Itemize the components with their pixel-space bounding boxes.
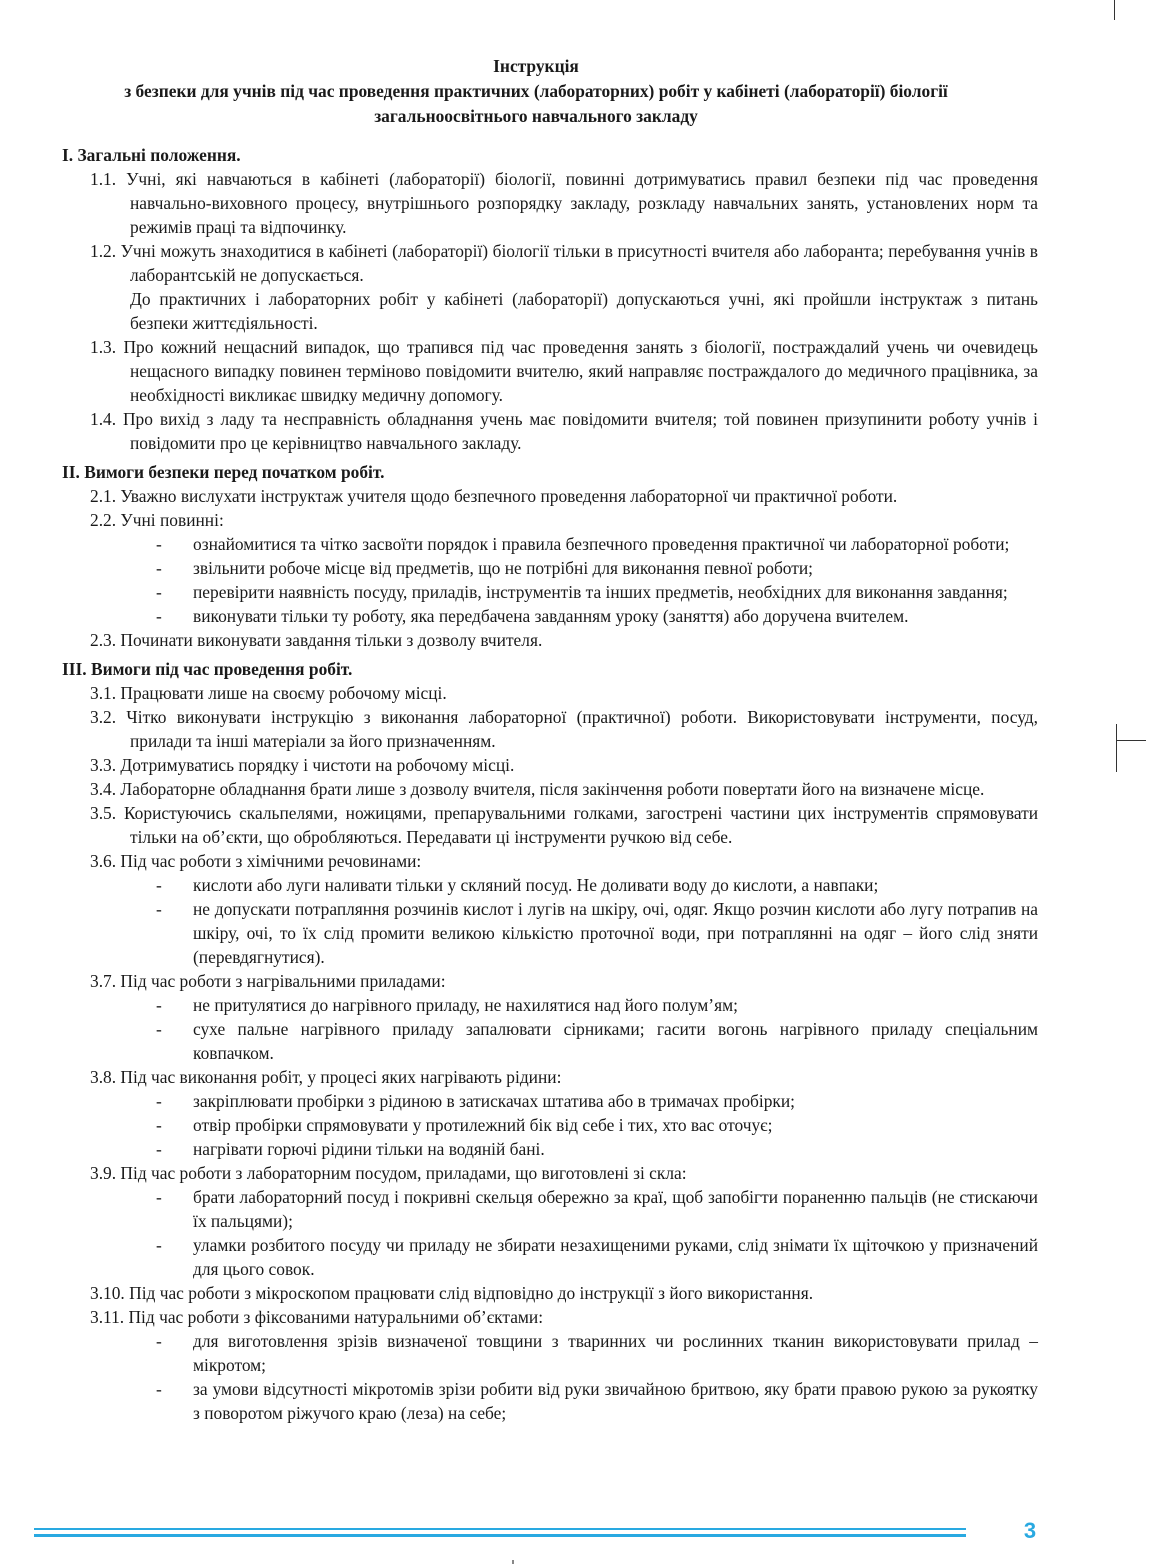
- bullet-3-11-1: [62, 1329, 1038, 1377]
- clause-2-2: 2.2. Учні повинні:: [90, 510, 224, 530]
- clause-3-2: 3.2. Чітко виконувати інструкцію з виконання лабораторної (практичної) роботи. Використовувати інструменти, посуд, прилади та інші матеріали за його призначенням.: [90, 707, 1038, 751]
- crop-mark-top: [1114, 0, 1115, 20]
- clause-3-3: 3.3. Дотримуватись порядку і чистоти на робочому місці.: [90, 755, 515, 775]
- clause-3-10: 3.10. Під час роботи з мікроскопом працювати слід відповідно до інструкції з його використання.: [90, 1283, 814, 1303]
- clause-1-1: 1.1. Учні, які навчаються в кабінеті (лабораторії) біології, повинні дотримуватись правил безпеки під час проведення навчально-виховного процесу, внутрішнього розпорядку закладу, розкладу навчальних занять, установлених норм та режимів праці та відпочинку.: [90, 169, 1038, 237]
- bullet-text: не допускати потрапляння розчинів кислот і лугів на шкіру, очі, одяг. Якщо розчин кислоти або лугу потрапив на шкіру, очі, то їх слід промити великою кількістю проточної води, при потраплянні на одяг – його слід зняти (перевдягнутися).: [193, 899, 1038, 967]
- title-line-1: Інструкція: [493, 56, 579, 76]
- document-body: [62, 143, 1038, 1425]
- bullet-text: брати лабораторний посуд і покривні скельця обережно за краї, щоб запобігти пораненню пальців (не стискаючи їх пальцями);: [193, 1187, 1038, 1231]
- bullet-text: для виготовлення зрізів визначеної товщини з тваринних чи рослинних тканин використовувати прилад – мікротом;: [193, 1331, 1038, 1375]
- bullet-3-6-2: [62, 897, 1038, 969]
- bullet-text: закріплювати пробірки з рідиною в затискачах штатива або в тримачах пробірки;: [193, 1091, 795, 1111]
- bullet-text: сухе пальне нагрівного приладу запалювати сірниками; гасити вогонь нагрівного приладу спеціальним ковпачком.: [193, 1019, 1038, 1063]
- bullet-text: ознайомитися та чітко засвоїти порядок і правила безпечного проведення практичної чи лабораторної роботи;: [193, 534, 1010, 554]
- clause-2-1: 2.1. Уважно вислухати інструктаж учителя щодо безпечного проведення лабораторної чи практичної роботи.: [90, 486, 898, 506]
- bullet-3-11-2: [62, 1377, 1038, 1425]
- bullet-text: не притулятися до нагрівного приладу, не нахилятися над його полум’ям;: [193, 995, 738, 1015]
- title-line-2: з безпеки для учнів під час проведення практичних (лабораторних) робіт у кабінеті (лабораторії) біології: [124, 81, 948, 101]
- bullet-3-8-2: [62, 1113, 1038, 1137]
- clause-3-8: 3.8. Під час виконання робіт, у процесі яких нагрівають рідини:: [90, 1067, 562, 1087]
- bullet-text: отвір пробірки спрямовувати у протилежний бік від себе і тих, хто вас оточує;: [193, 1115, 773, 1135]
- section-2-heading: II. Вимоги безпеки перед початком робіт.: [62, 462, 385, 482]
- page-number: 3: [1023, 1518, 1037, 1543]
- clause-1-2-continuation: До практичних і лабораторних робіт у кабінеті (лабораторії) допускаються учні, які пройшли інструктаж з питань безпеки життєдіяльності.: [130, 289, 1038, 333]
- bullet-text: кислоти або луги наливати тільки у скляний посуд. Не доливати воду до кислоти, а навпаки;: [193, 875, 879, 895]
- bullet-dash: -: [156, 1187, 162, 1207]
- bullet-dash: -: [156, 1091, 162, 1111]
- bullet-3-9-2: [62, 1233, 1038, 1281]
- clause-3-1: 3.1. Працювати лише на своєму робочому місці.: [90, 683, 447, 703]
- bullet-dash: -: [156, 875, 162, 895]
- bullet-3-7-1: [62, 993, 1038, 1017]
- bullet-dash: -: [156, 1379, 162, 1399]
- bullet-3-6-1: [62, 873, 1038, 897]
- clause-3-4: 3.4. Лабораторне обладнання брати лише з дозволу вчителя, після закінчення роботи повертати його на визначене місце.: [90, 779, 985, 799]
- bullet-3-7-2: [62, 1017, 1038, 1065]
- clause-3-7: 3.7. Під час роботи з нагрівальними приладами:: [90, 971, 446, 991]
- clause-1-2: 1.2. Учні можуть знаходитися в кабінеті (лабораторії) біології тільки в присутності вчителя або лаборанта; перебування учнів в лаборантській не допускається.: [90, 241, 1038, 285]
- bottom-crop-mark: [512, 1560, 514, 1564]
- clause-3-11: 3.11. Під час роботи з фіксованими натуральними об’єктами:: [90, 1307, 544, 1327]
- footer-rule-top: [34, 1528, 966, 1530]
- section-3-heading: III. Вимоги під час проведення робіт.: [62, 659, 353, 679]
- bullet-3-8-3: [62, 1137, 1038, 1161]
- clause-1-3: 1.3. Про кожний нещасний випадок, що трапився під час проведення занять з біології, постраждалий учень чи очевидець нещасного випадку повинен терміново повідомити вчителю, який направляє постраждалого до медичного працівника, за необхідності викликає швидку медичну допомогу.: [90, 337, 1038, 405]
- bullet-text: виконувати тільки ту роботу, яка передбачена завданням уроку (заняття) або доручена вчителем.: [193, 606, 909, 626]
- bullet-text: нагрівати горючі рідини тільки на водяній бані.: [193, 1139, 545, 1159]
- title-line-3: загальноосвітнього навчального закладу: [374, 106, 698, 126]
- footer-rule-bottom: [34, 1534, 966, 1537]
- bullet-dash: -: [156, 1019, 162, 1039]
- section-1-heading: I. Загальні положення.: [62, 145, 241, 165]
- clause-1-4: 1.4. Про вихід з ладу та несправність обладнання учень має повідомити вчителя; той повинен призупинити роботу учнів і повідомити про це керівництво навчального закладу.: [90, 409, 1038, 453]
- bullet-dash: -: [156, 558, 162, 578]
- bullet-2-2-3: [62, 580, 1038, 604]
- bullet-dash: -: [156, 1331, 162, 1351]
- bullet-dash: -: [156, 606, 162, 626]
- clause-3-6: 3.6. Під час роботи з хімічними речовинами:: [90, 851, 422, 871]
- bullet-dash: -: [156, 582, 162, 602]
- clause-3-9: 3.9. Під час роботи з лабораторним посудом, приладами, що виготовлені зі скла:: [90, 1163, 687, 1183]
- crop-mark-right-horizontal: [1116, 740, 1146, 741]
- bullet-text: уламки розбитого посуду чи приладу не збирати незахищеними руками, слід знімати їх щіточкою у призначений для цього совок.: [193, 1235, 1038, 1279]
- bullet-text: за умови відсутності мікротомів зрізи робити від руки звичайною бритвою, яку брати правою рукою за рукоятку з поворотом ріжучого краю (леза) на себе;: [193, 1379, 1038, 1423]
- document-title: [60, 54, 1012, 129]
- bullet-3-9-1: [62, 1185, 1038, 1233]
- clause-2-3: 2.3. Починати виконувати завдання тільки з дозволу вчителя.: [90, 630, 543, 650]
- bullet-2-2-1: [62, 532, 1038, 556]
- bullet-text: перевірити наявність посуду, приладів, інструментів та інших предметів, необхідних для виконання завдання;: [193, 582, 1008, 602]
- bullet-dash: -: [156, 534, 162, 554]
- bullet-text: звільнити робоче місце від предметів, що не потрібні для виконання певної роботи;: [193, 558, 814, 578]
- bullet-3-8-1: [62, 1089, 1038, 1113]
- bullet-dash: -: [156, 1235, 162, 1255]
- crop-mark-right-vertical: [1116, 724, 1117, 772]
- bullet-dash: -: [156, 995, 162, 1015]
- clause-3-5: 3.5. Користуючись скальпелями, ножицями, препарувальними голками, загострені частини цих інструментів спрямовувати тільки на об’єкти, що обробляються. Передавати ці інструменти ручкою від себе.: [90, 803, 1038, 847]
- bullet-dash: -: [156, 899, 162, 919]
- bullet-dash: -: [156, 1115, 162, 1135]
- bullet-2-2-2: [62, 556, 1038, 580]
- bullet-2-2-4: [62, 604, 1038, 628]
- bullet-dash: -: [156, 1139, 162, 1159]
